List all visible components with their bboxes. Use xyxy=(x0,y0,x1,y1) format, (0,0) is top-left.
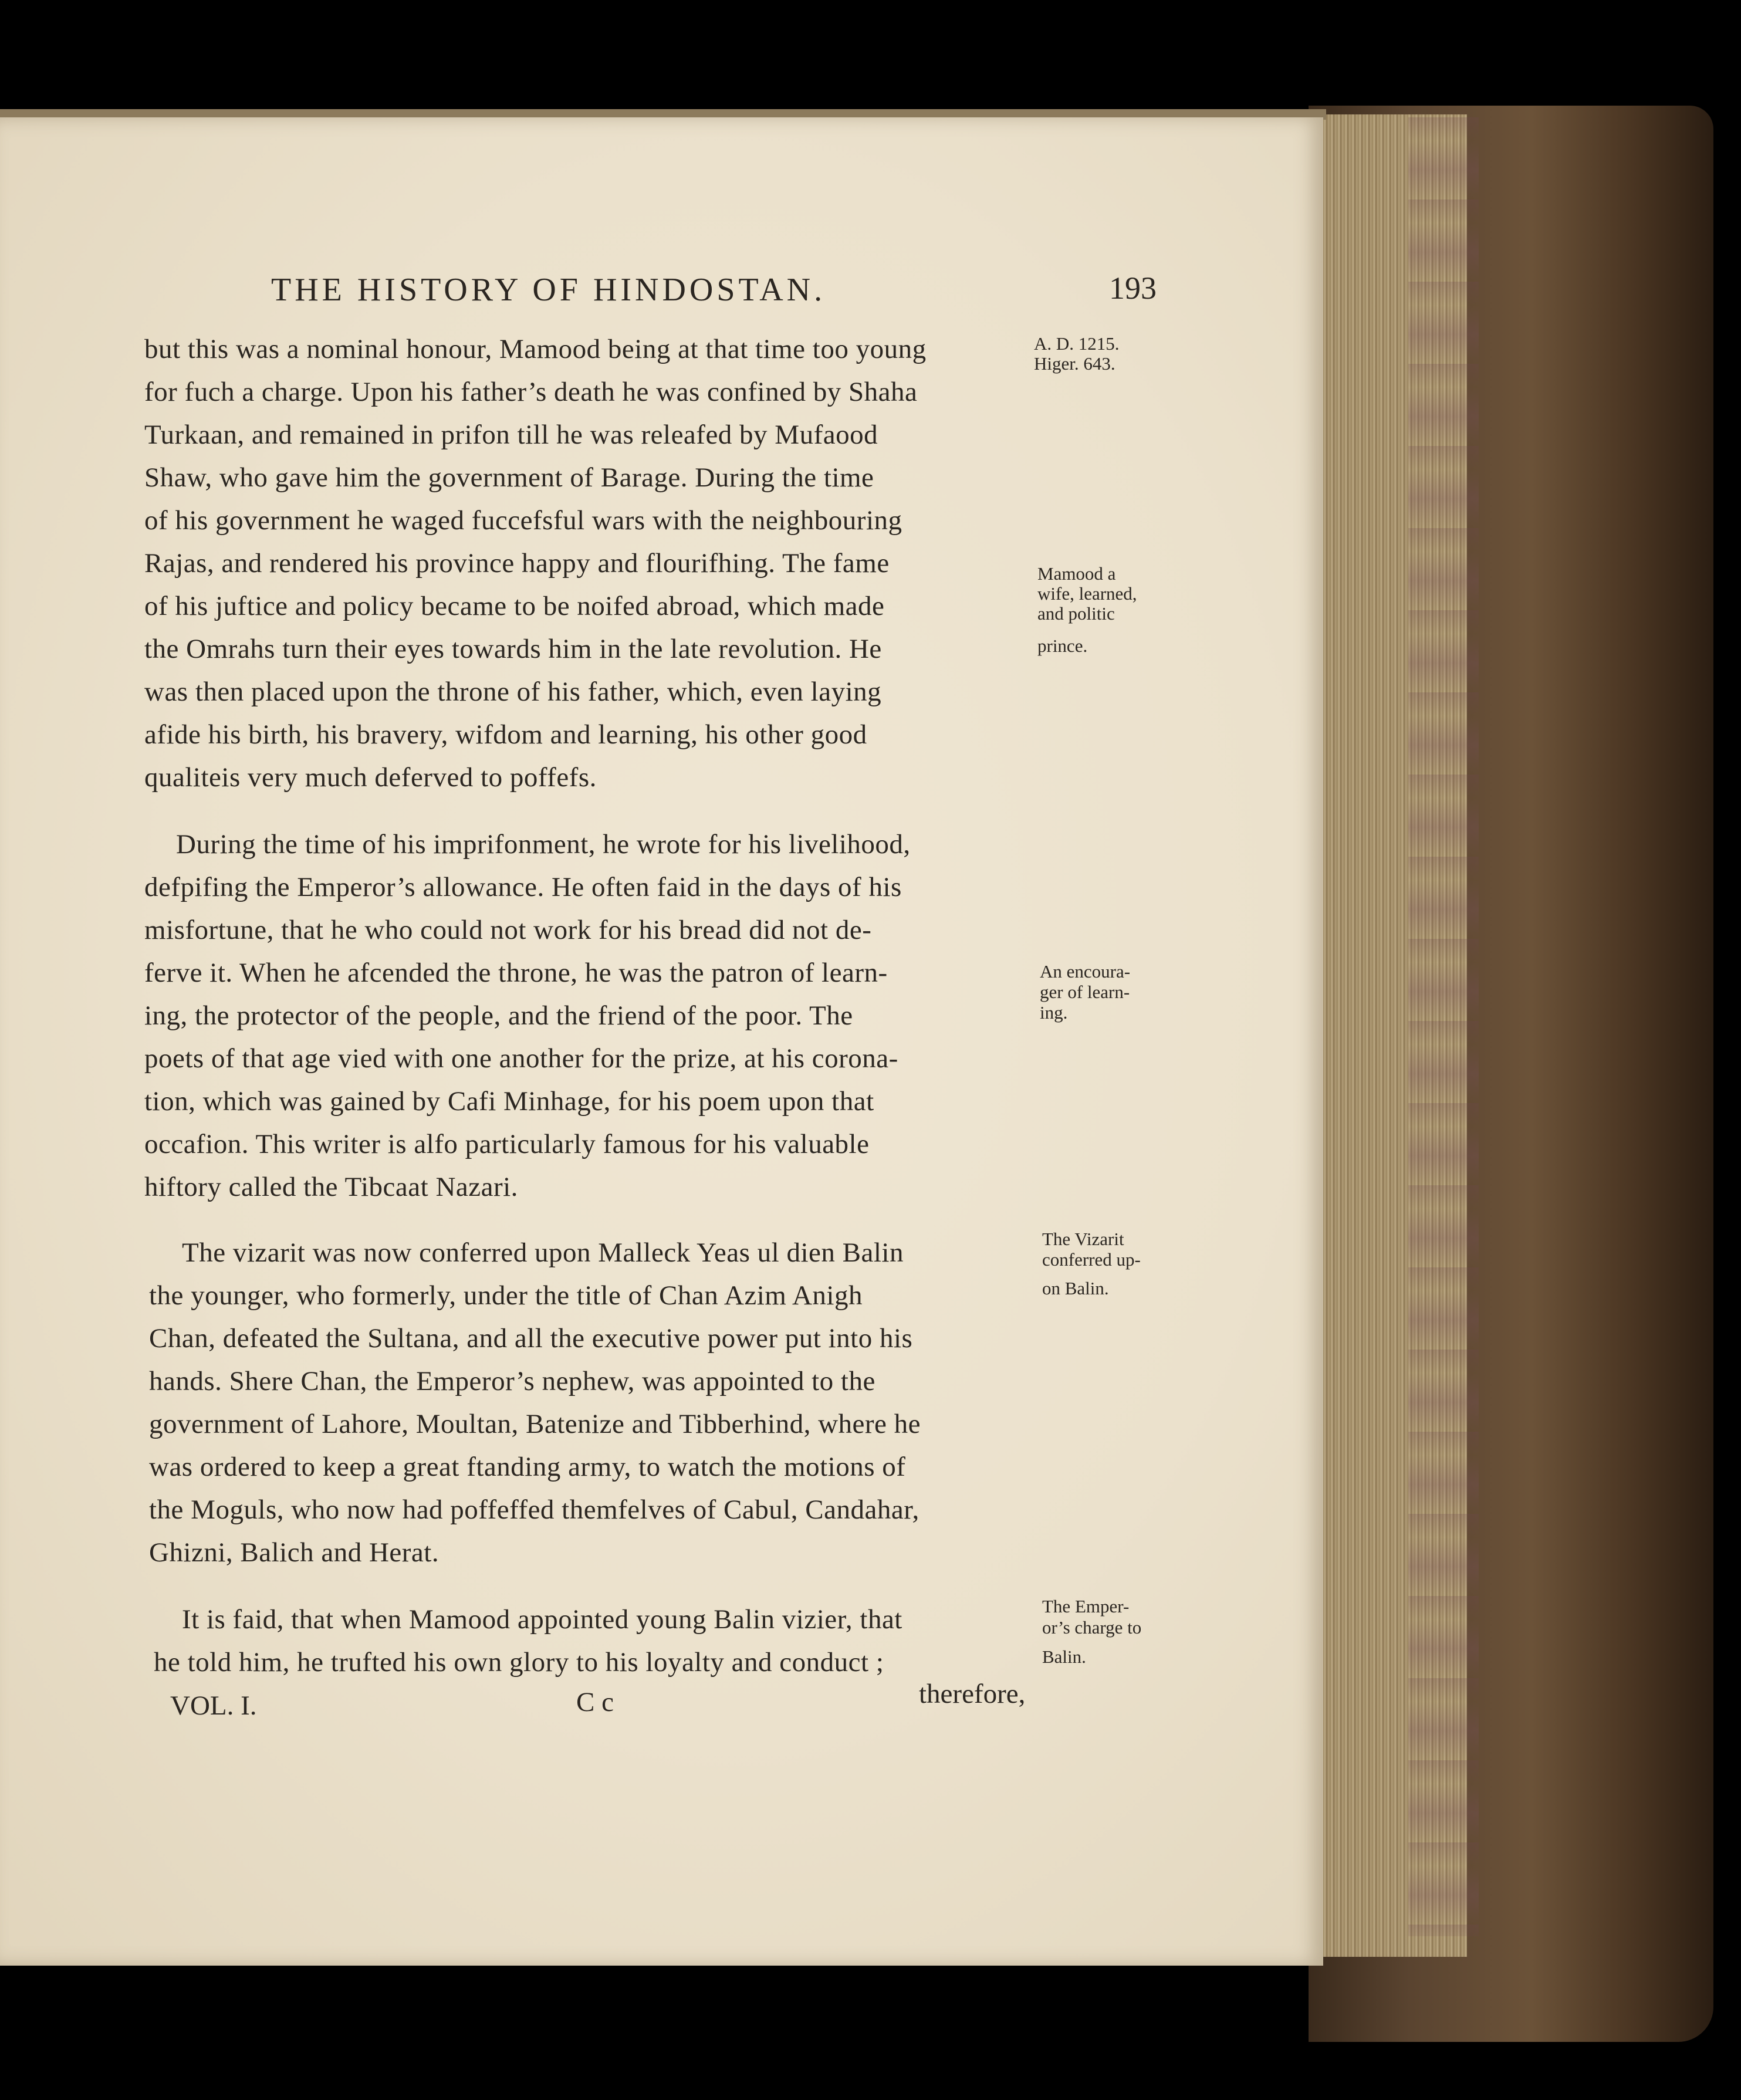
running-head: THE HISTORY OF HINDOSTAN. xyxy=(271,272,826,308)
side-note: An encoura- xyxy=(1040,961,1131,982)
body-line: of his government he waged fuccefsful wars with the neighbouring xyxy=(144,505,902,536)
body-line: The vizarit was now conferred upon Malleck Yeas ul dien Balin xyxy=(182,1237,904,1268)
body-line: hiftory called the Tibcaat Nazari. xyxy=(144,1172,518,1202)
side-note: A. D. 1215. xyxy=(1034,333,1120,354)
side-note: wife, learned, xyxy=(1037,583,1137,604)
body-line: hands. Shere Chan, the Emperor’s nephew, was appointed to the xyxy=(149,1366,875,1396)
side-note: The Emper- xyxy=(1042,1596,1130,1617)
body-line: the Moguls, who now had poffeffed themfelves of Cabul, Candahar, xyxy=(149,1494,919,1525)
signature-mark: C c xyxy=(576,1687,614,1717)
page-edge-staining xyxy=(1408,117,1479,1936)
body-line: afide his birth, his bravery, wifdom and learning, his other good xyxy=(144,719,867,750)
side-note: ing. xyxy=(1040,1002,1068,1023)
body-line: Chan, defeated the Sultana, and all the executive power put into his xyxy=(149,1323,913,1354)
body-line: tion, which was gained by Cafi Minhage, for his poem upon that xyxy=(144,1086,874,1117)
body-line: Ghizni, Balich and Herat. xyxy=(149,1537,440,1568)
body-line: government of Lahore, Moultan, Batenize and Tibberhind, where he xyxy=(149,1409,921,1439)
side-note: prince. xyxy=(1037,635,1088,656)
body-line: Rajas, and rendered his province happy and flourifhing. The fame xyxy=(144,548,890,579)
body-line: qualiteis very much deferved to poffefs. xyxy=(144,762,597,793)
side-note: Mamood a xyxy=(1037,563,1116,584)
body-line: occafion. This writer is alfo particularly famous for his valuable xyxy=(144,1129,870,1159)
body-line: It is faid, that when Mamood appointed young Balin vizier, that xyxy=(182,1604,902,1635)
body-line: misfortune, that he who could not work for his bread did not de- xyxy=(144,915,872,945)
body-line: for fuch a charge. Upon his father’s death he was confined by Shaha xyxy=(144,377,918,407)
side-note: or’s charge to xyxy=(1042,1617,1142,1638)
side-note: Higer. 643. xyxy=(1034,353,1115,374)
body-line: the younger, who formerly, under the title of Chan Azim Anigh xyxy=(149,1280,863,1311)
side-note: conferred up- xyxy=(1042,1249,1141,1270)
body-line: ing, the protector of the people, and the friend of the poor. The xyxy=(144,1000,853,1031)
body-line: Shaw, who gave him the government of Barage. During the time xyxy=(144,462,874,493)
body-line: but this was a nominal honour, Mamood being at that time too young xyxy=(144,334,927,364)
page-number: 193 xyxy=(1109,270,1157,306)
catchword: therefore, xyxy=(919,1679,1026,1709)
body-line: he told him, he trufted his own glory to his loyalty and conduct ; xyxy=(154,1647,884,1678)
side-note: The Vizarit xyxy=(1042,1229,1124,1249)
side-note: Balin. xyxy=(1042,1646,1086,1667)
body-line: ferve it. When he afcended the throne, he was the patron of learn- xyxy=(144,958,888,988)
body-line: Turkaan, and remained in prifon till he was releafed by Mufaood xyxy=(144,420,878,450)
side-note: on Balin. xyxy=(1042,1278,1109,1298)
body-line: was then placed upon the throne of his father, which, even laying xyxy=(144,677,882,707)
body-line: defpifing the Emperor’s allowance. He often faid in the days of his xyxy=(144,872,902,902)
side-note: and politic xyxy=(1037,603,1115,624)
body-line: During the time of his imprifonment, he wrote for his livelihood, xyxy=(176,829,911,860)
side-note: ger of learn- xyxy=(1040,982,1130,1002)
body-line: was ordered to keep a great ftanding army, to watch the motions of xyxy=(149,1452,906,1482)
volume-number: VOL. I. xyxy=(170,1690,257,1721)
body-line: poets of that age vied with one another for the prize, at his corona- xyxy=(144,1043,898,1074)
body-line: the Omrahs turn their eyes towards him in the late revolution. He xyxy=(144,634,882,664)
body-line: of his juftice and policy became to be noifed abroad, which made xyxy=(144,591,885,621)
